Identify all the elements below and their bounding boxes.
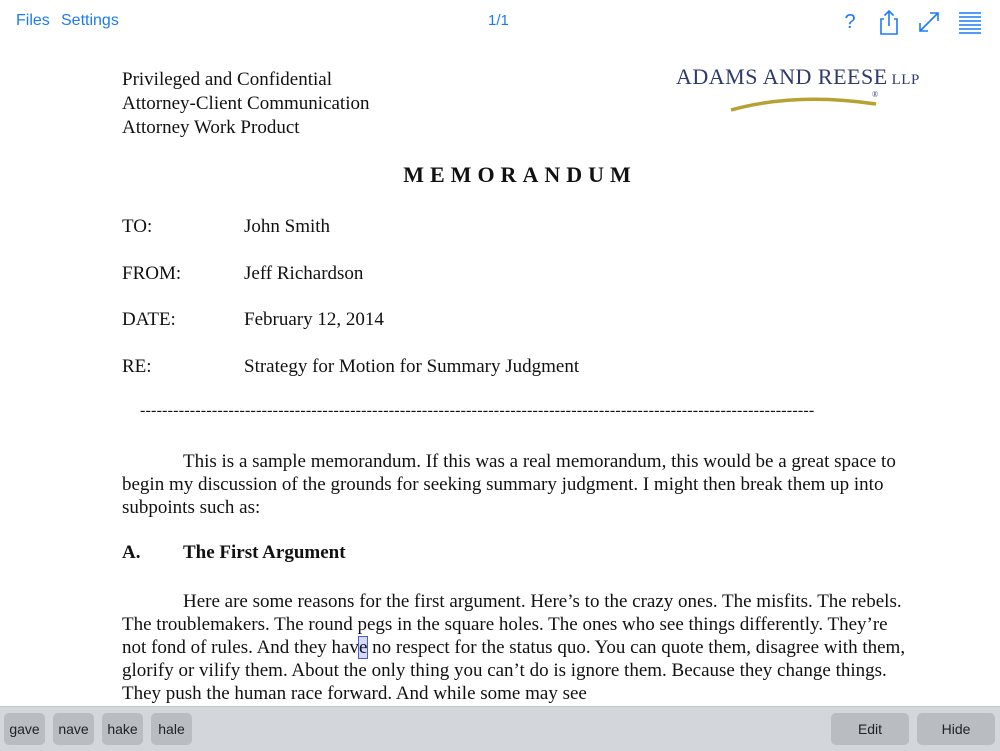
expand-icon[interactable] xyxy=(916,9,942,35)
top-toolbar xyxy=(0,0,1000,44)
re-value: Strategy for Motion for Summary Judgment xyxy=(244,356,580,377)
separator-line: -------------------------------------------------------------------------------------------------------------------------- xyxy=(140,402,815,419)
date-label: DATE: xyxy=(122,309,176,330)
hide-button[interactable]: Hide xyxy=(917,713,995,745)
section-title: The First Argument xyxy=(183,542,346,563)
to-label: TO: xyxy=(122,216,153,237)
body-paragraph[interactable] xyxy=(122,590,914,705)
from-label: FROM: xyxy=(122,263,182,284)
help-icon[interactable]: ? xyxy=(844,11,856,33)
menu-lines-icon[interactable] xyxy=(957,9,983,35)
date-row xyxy=(122,309,384,331)
section-number: A. xyxy=(122,542,141,563)
logo-registered-mark: ® xyxy=(872,90,879,99)
body-text-before-cursor: Here are some reasons for the first argument. Here’s to the crazy ones. The misfits. The rebels. The troublemakers. The round pegs in the square holes. The ones who see things differently. They’re not fond of rules. And they hav xyxy=(122,591,902,658)
document-view[interactable] xyxy=(0,44,1000,706)
edit-button[interactable]: Edit xyxy=(831,713,909,745)
intro-text: This is a sample memorandum. If this was a real memorandum, this would be a great space to begin my discussion of the grounds for seeking summary judgment. I might then break them up into subpoints such as: xyxy=(122,451,896,518)
logo-suffix: LLP xyxy=(891,72,920,88)
intro-paragraph xyxy=(122,450,914,519)
suggestion-button[interactable]: nave xyxy=(53,713,94,745)
date-value: February 12, 2014 xyxy=(244,309,384,330)
suggestion-button[interactable]: hale xyxy=(151,713,192,745)
files-button[interactable]: Files xyxy=(16,12,50,29)
logo-swoosh xyxy=(676,88,916,112)
confidential-line: Privileged and Confidential xyxy=(122,69,333,90)
re-row xyxy=(122,356,579,378)
confidential-line: Attorney Work Product xyxy=(122,117,300,138)
suggestion-bar xyxy=(0,706,1000,751)
to-row xyxy=(122,216,330,238)
body-text-after-cursor: no respect for the status quo. You can quote them, disagree with them, glorify or vilify them. About the only thing you can’t do is ignore them. Because they change things. They push the human race forward. And while some may see xyxy=(122,637,906,704)
re-label: RE: xyxy=(122,356,152,377)
firm-logo xyxy=(676,64,920,114)
from-value: Jeff Richardson xyxy=(244,263,364,284)
to-value: John Smith xyxy=(244,216,331,237)
section-heading xyxy=(122,542,346,564)
confidentiality-block xyxy=(122,68,370,140)
logo-text: ADAMS AND REESE xyxy=(676,64,888,89)
suggestion-button[interactable]: hake xyxy=(102,713,143,745)
suggestion-button[interactable]: gave xyxy=(4,713,45,745)
from-row xyxy=(122,263,363,285)
share-icon[interactable] xyxy=(876,9,902,35)
settings-button[interactable]: Settings xyxy=(61,12,119,29)
page-counter: 1/1 xyxy=(488,12,509,29)
confidential-line: Attorney-Client Communication xyxy=(122,93,370,114)
text-cursor-selection[interactable]: e xyxy=(358,637,368,658)
memo-title: MEMORANDUM xyxy=(403,162,637,187)
